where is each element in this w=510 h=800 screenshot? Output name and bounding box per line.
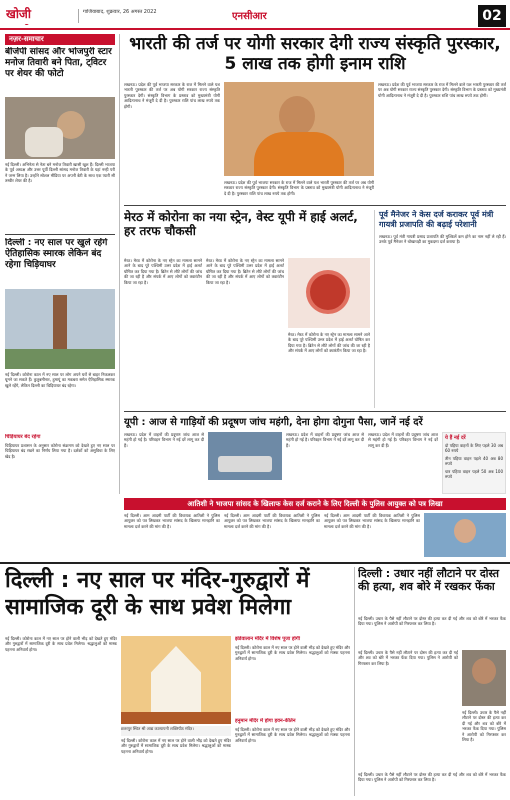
- article-monuments: नई दिल्ली। कोरोना काल में नए साल पर लोग अपने घरों से बाहर निकलकर घूमने जा सकते हैं। कुतुबमीनार, हुमायूं का मकबरा समेत ऐतिहासिक स्मारक खुले रहेंगे, लेकिन दिल्ली का चिड़ियाघर बंद रहेगा।: [5, 372, 115, 388]
- loan-article-top: नई दिल्ली। उधार के पैसे नहीं लौटाने पर दोस्त की हत्या कर दी गई और शव को बोरे में भरकर फेंक दिया गया। पुलिस ने आरोपी को गिरफ्तार कर लिया है।: [358, 616, 506, 627]
- temple-article-col1: नई दिल्ली। कोरोना काल में नए साल पर होने वाली भीड़ को देखते हुए मंदिर और गुरुद्वारों में सामाजिक दूरी के साथ प्रवेश मिलेगा। श्रद्धालुओं को मास्क पहनना अनिवार्य होगा।: [5, 636, 117, 652]
- corona-article-col1: मेरठ। मेरठ में कोरोना के नए स्ट्रेन का मामला सामने आने के बाद पूरे पश्चिमी उत्तर प्रदेश में हाई अलर्ट घोषित कर दिया गया है। ब्रिटेन से लौटे लोगों की जांच की जा रही है और संपर्क में आए लोगों को क्वारंटीन किया जा रहा है।: [124, 258, 202, 285]
- temple-photo: [121, 636, 231, 724]
- left-lower-filler: [5, 498, 115, 558]
- subhead-hanuman: हनुमान मंदिर में होगा हवन-कीर्तन: [235, 718, 296, 724]
- rates-box: [442, 432, 506, 494]
- rate-item: दो पहिया वाहनों के लिए पहले 30 अब 60 रुपये: [445, 443, 503, 454]
- pollution-article-col2: लखनऊ। प्रदेश में वाहनों की प्रदूषण जांच आज से महंगी हो गई है। परिवहन विभाग ने नई दरें लागू कर दी हैं।: [286, 432, 364, 448]
- manoj-photo: [5, 97, 115, 159]
- loan-article-col2: नई दिल्ली। उधार के पैसे नहीं लौटाने पर दोस्त की हत्या कर दी गई और शव को बोरे में भरकर फेंक दिया गया। पुलिस ने आरोपी को गिरफ्तार कर लिया है।: [462, 710, 506, 743]
- face-shape: [454, 519, 476, 543]
- corona-article-col2: मेरठ। मेरठ में कोरोना के नए स्ट्रेन का मामला सामने आने के बाद पूरे पश्चिमी उत्तर प्रदेश में हाई अलर्ट घोषित कर दिया गया है। ब्रिटेन से लौटे लोगों की जांच की जा रही है और संपर्क में आए लोगों को क्वारंटीन किया जा रहा है।: [206, 258, 284, 285]
- corona-headline: मेरठ में कोरोना का नया स्ट्रेन, वेस्ट यूपी में हाई अलर्ट, हर तरफ चौकसी: [124, 210, 358, 238]
- vehicle-shape: [218, 456, 272, 472]
- article-zoo: चिड़ियाघर प्रशासन के अनुसार कोरोना संक्रमण को देखते हुए नए साल पर चिड़ियाघर बंद रखने का निर्णय लिया गया है। दर्शकों को असुविधा के लिए खेद है।: [5, 443, 115, 459]
- dateline: गाजियाबाद, शुक्रवार, 26 अगस्त 2022: [78, 9, 198, 23]
- ground-shape: [121, 712, 231, 724]
- lead-article-col2: लखनऊ। प्रदेश की पूर्व भाजपा सरकार के राज में मिलने वाले यश भारती पुरस्कार की तर्ज पर अब योगी सरकार राज्य संस्कृति पुरस्कार देगी। संस्कृति विभाग के प्रस्ताव को मुख्यमंत्री योगी आदित्यनाथ ने मंजूरी दे दी है। पुरस्कार राशि पांच लाख रुपये तक होगी।: [224, 180, 374, 196]
- loan-headline: दिल्ली : उधार नहीं लौटाने पर दोस्त की हत्या, शव बोरे में रखकर फेंका: [358, 567, 500, 593]
- virus-photo: [288, 258, 370, 328]
- headline-monuments: दिल्ली : नए साल पर खुले रहेंगे ऐतिहासिक स्मारक लेकिन बंद रहेगा चिड़ियाघर: [5, 238, 108, 270]
- divider: [124, 205, 506, 206]
- robe-shape: [254, 132, 344, 176]
- page-number: 02: [478, 5, 506, 27]
- ground-shape: [5, 349, 115, 369]
- gayatri-headline: पूर्व मैनेजर ने केस दर्ज कराकर पूर्व मंत्री गायत्री प्रजापति की बढ़ाई परेशानी: [379, 210, 494, 229]
- gayatri-box: [374, 210, 506, 408]
- subhead-zoo: चिड़ियाघर बंद रहेगा: [5, 434, 41, 440]
- pollution-article-col1: लखनऊ। प्रदेश में वाहनों की प्रदूषण जांच आज से महंगी हो गई है। परिवहन विभाग ने नई दरें लागू कर दी हैं।: [124, 432, 204, 448]
- headline-manoj: बीजेपी सांसद और भोजपुरी स्टार मनोज तिवारी बने पिता, ट्विटर पर शेयर की फोटो: [5, 47, 112, 79]
- divider: [124, 411, 506, 412]
- brand-logo: खोजी: [6, 7, 31, 21]
- traffic-photo: [208, 432, 282, 480]
- rate-item: तीन पहिया वाहन पहले 40 अब 80 रुपये: [445, 455, 503, 467]
- loan-article-col1: नई दिल्ली। उधार के पैसे नहीं लौटाने पर दोस्त की हत्या कर दी गई और शव को बोरे में भरकर फेंक दिया गया। पुलिस ने आरोपी को गिरफ्तार कर लिया है।: [358, 650, 458, 666]
- atishi-article-col1: नई दिल्ली। आम आदमी पार्टी की विधायक आतिशी ने पुलिस आयुक्त को पत्र लिखकर भाजपा सांसद के खिलाफ मानहानि का मामला दर्ज करने की मांग की है।: [124, 513, 220, 529]
- virus-icon: [310, 274, 346, 310]
- masthead: [0, 0, 510, 30]
- yogi-photo: [224, 82, 374, 176]
- accused-photo: [462, 650, 506, 706]
- temple-article-col4: नई दिल्ली। कोरोना काल में नए साल पर होने वाली भीड़ को देखते हुए मंदिर और गुरुद्वारों में सामाजिक दूरी के साथ प्रवेश मिलेगा। श्रद्धालुओं को मास्क पहनना अनिवार्य होगा।: [235, 727, 350, 743]
- subhead-jhandewalan: झंडेवालान मंदिर में विशेष पूजा होगी: [235, 636, 300, 642]
- pollution-headline: यूपी : आज से गाड़ियों की प्रदूषण जांच महंगी, देना होगा दोगुना पैसा, जानें नई दरें: [124, 417, 423, 428]
- section-title: एनसीआर: [232, 11, 267, 22]
- gayatri-article: लखनऊ। पूर्व मंत्री गायत्री प्रसाद प्रजापति की मुश्किलें कम होने का नाम नहीं ले रही हैं। उनके पूर्व मैनेजर ने धोखाधड़ी का मुकदमा दर्ज कराया है।: [379, 234, 506, 245]
- lead-article-col1: लखनऊ। प्रदेश की पूर्व भाजपा सरकार के राज में मिलने वाले यश भारती पुरस्कार की तर्ज पर अब योगी सरकार राज्य संस्कृति पुरस्कार देगी। संस्कृति विभाग के प्रस्ताव को मुख्यमंत्री योगी आदित्यनाथ ने मंजूरी दे दी है। पुरस्कार राशि पांच लाख रुपये तक होगी।: [124, 82, 220, 109]
- news-bar: [5, 34, 115, 45]
- article-manoj: नई दिल्ली। अभिनेता से नेता बने मनोज तिवारी खासी खुश हैं। दिल्ली भाजपा के पूर्व अध्यक्ष और उत्तर पूर्वी दिल्ली सांसद मनोज तिवारी के यहां नन्ही परी ने जन्म लिया है। उन्होंने सोशल मीडिया पर अपनी बेटी के साथ एक प्यारी सी तस्वीर शेयर की है।: [5, 162, 115, 184]
- pollution-article-col3: लखनऊ। प्रदेश में वाहनों की प्रदूषण जांच आज से महंगी हो गई है। परिवहन विभाग ने नई दरें लागू कर दी हैं।: [368, 432, 438, 448]
- news-bar-label: नज़र-समाचार: [9, 35, 44, 43]
- rate-item: चार पहिया वाहन पहले 50 अब 100 रुपये: [445, 468, 503, 480]
- atishi-photo: [424, 513, 506, 557]
- divider: [5, 234, 115, 235]
- face-shape: [279, 96, 315, 136]
- temple-article-col3: नई दिल्ली। कोरोना काल में नए साल पर होने वाली भीड़ को देखते हुए मंदिर और गुरुद्वारों में सामाजिक दूरी के साथ प्रवेश मिलेगा। श्रद्धालुओं को मास्क पहनना अनिवार्य होगा।: [235, 645, 350, 661]
- atishi-banner: आतिशी ने भाजपा सांसद के खिलाफ केस दर्ज कराने के लिए दिल्ली के पुलिस आयुक्त को पत्र लिखा: [124, 498, 506, 510]
- baby-shape: [25, 127, 63, 157]
- temple-caption: छतरपुर स्थित श्री आद्य कात्यायनी शक्तिपीठ मंदिर।: [121, 726, 231, 736]
- lead-headline: भारती की तर्ज पर योगी सरकार देगी राज्य संस्कृति पुरस्कार, 5 लाख तक होगी इनाम राशि: [129, 34, 501, 74]
- loan-article-bottom: नई दिल्ली। उधार के पैसे नहीं लौटाने पर दोस्त की हत्या कर दी गई और शव को बोरे में भरकर फेंक दिया गया। पुलिस ने आरोपी को गिरफ्तार कर लिया है।: [358, 772, 506, 783]
- face-shape: [472, 658, 496, 684]
- temple-headline: दिल्ली : नए साल पर मंदिर-गुरुद्वारों में सामाजिक दूरी के साथ प्रवेश मिलेगा: [5, 568, 310, 620]
- section-divider: [0, 562, 510, 564]
- column-divider: [354, 567, 355, 796]
- atishi-article-col3: नई दिल्ली। आम आदमी पार्टी की विधायक आतिशी ने पुलिस आयुक्त को पत्र लिखकर भाजपा सांसद के खिलाफ मानहानि का मामला दर्ज करने की मांग की है।: [324, 513, 420, 529]
- qutub-photo: [5, 289, 115, 369]
- column-divider: [119, 34, 120, 494]
- temple-shape: [151, 646, 201, 712]
- rates-title: ये हैं नई दरें: [445, 435, 466, 441]
- temple-article-col2: नई दिल्ली। कोरोना काल में नए साल पर होने वाली भीड़ को देखते हुए मंदिर और गुरुद्वारों में सामाजिक दूरी के साथ प्रवेश मिलेगा। श्रद्धालुओं को मास्क पहनना अनिवार्य होगा।: [121, 738, 231, 754]
- corona-article-col3: मेरठ। मेरठ में कोरोना के नए स्ट्रेन का मामला सामने आने के बाद पूरे पश्चिमी उत्तर प्रदेश में हाई अलर्ट घोषित कर दिया गया है। ब्रिटेन से लौटे लोगों की जांच की जा रही है और संपर्क में आए लोगों को क्वारंटीन किया जा रहा है।: [288, 332, 370, 354]
- atishi-article-col2: नई दिल्ली। आम आदमी पार्टी की विधायक आतिशी ने पुलिस आयुक्त को पत्र लिखकर भाजपा सांसद के खिलाफ मानहानि का मामला दर्ज करने की मांग की है।: [224, 513, 320, 529]
- lead-article-col3: लखनऊ। प्रदेश की पूर्व भाजपा सरकार के राज में मिलने वाले यश भारती पुरस्कार की तर्ज पर अब योगी सरकार राज्य संस्कृति पुरस्कार देगी। संस्कृति विभाग के प्रस्ताव को मुख्यमंत्री योगी आदित्यनाथ ने मंजूरी दे दी है। पुरस्कार राशि पांच लाख रुपये तक होगी।: [378, 82, 506, 98]
